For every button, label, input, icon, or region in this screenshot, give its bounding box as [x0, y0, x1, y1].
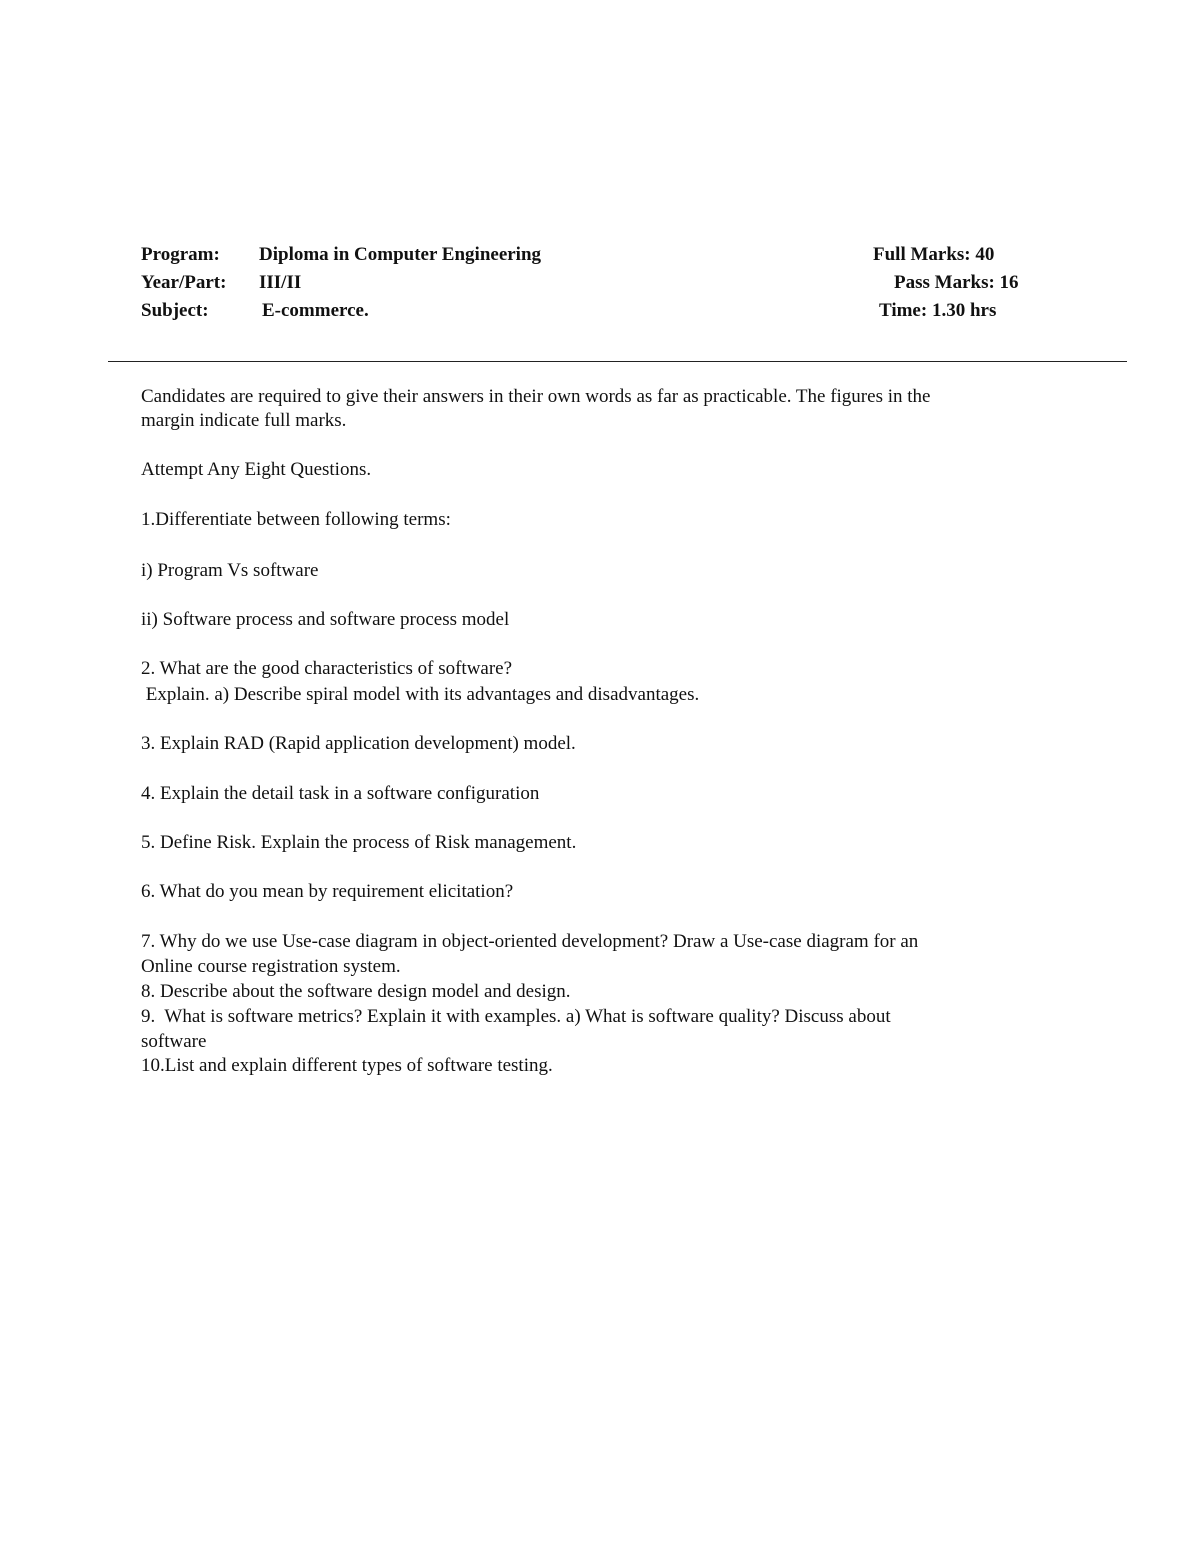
question-8: 8. Describe about the software design model and design. — [141, 981, 571, 1002]
question-1: 1.Differentiate between following terms: — [141, 509, 451, 530]
question-7-line-2: Online course registration system. — [141, 956, 401, 977]
pass-marks: Pass Marks: 16 — [894, 272, 1019, 293]
year-part-value: III/II — [259, 272, 302, 293]
exam-time: Time: 1.30 hrs — [879, 300, 997, 321]
year-part-label: Year/Part: — [141, 272, 227, 293]
program-value: Diploma in Computer Engineering — [259, 244, 542, 265]
subject-label: Subject: — [141, 300, 209, 321]
subject-value: E-commerce. — [262, 300, 369, 321]
question-9-line-2: software — [141, 1031, 207, 1052]
header-divider — [108, 361, 1127, 362]
question-2-line-1: 2. What are the good characteristics of software? — [141, 658, 513, 679]
question-2-line-2: Explain. a) Describe spiral model with its advantages and disadvantages. — [141, 684, 700, 705]
question-1-part-i: i) Program Vs software — [141, 560, 319, 581]
question-5: 5. Define Risk. Explain the process of Risk management. — [141, 832, 577, 853]
instructions-line-2: margin indicate full marks. — [141, 410, 347, 431]
question-10: 10.List and explain different types of software testing. — [141, 1055, 553, 1076]
full-marks: Full Marks: 40 — [873, 244, 995, 265]
program-label: Program: — [141, 244, 220, 265]
question-6: 6. What do you mean by requirement elicitation? — [141, 881, 514, 902]
question-7-line-1: 7. Why do we use Use-case diagram in object-oriented development? Draw a Use-case diagram for an — [141, 931, 919, 952]
question-4: 4. Explain the detail task in a software configuration — [141, 783, 540, 804]
question-9-line-1: 9. What is software metrics? Explain it with examples. a) What is software quality? Discuss about — [141, 1006, 891, 1027]
question-1-part-ii: ii) Software process and software process model — [141, 609, 510, 630]
question-3: 3. Explain RAD (Rapid application development) model. — [141, 733, 576, 754]
instructions-line-1: Candidates are required to give their answers in their own words as far as practicable. The figures in the — [141, 386, 931, 407]
attempt-instruction: Attempt Any Eight Questions. — [141, 459, 372, 480]
